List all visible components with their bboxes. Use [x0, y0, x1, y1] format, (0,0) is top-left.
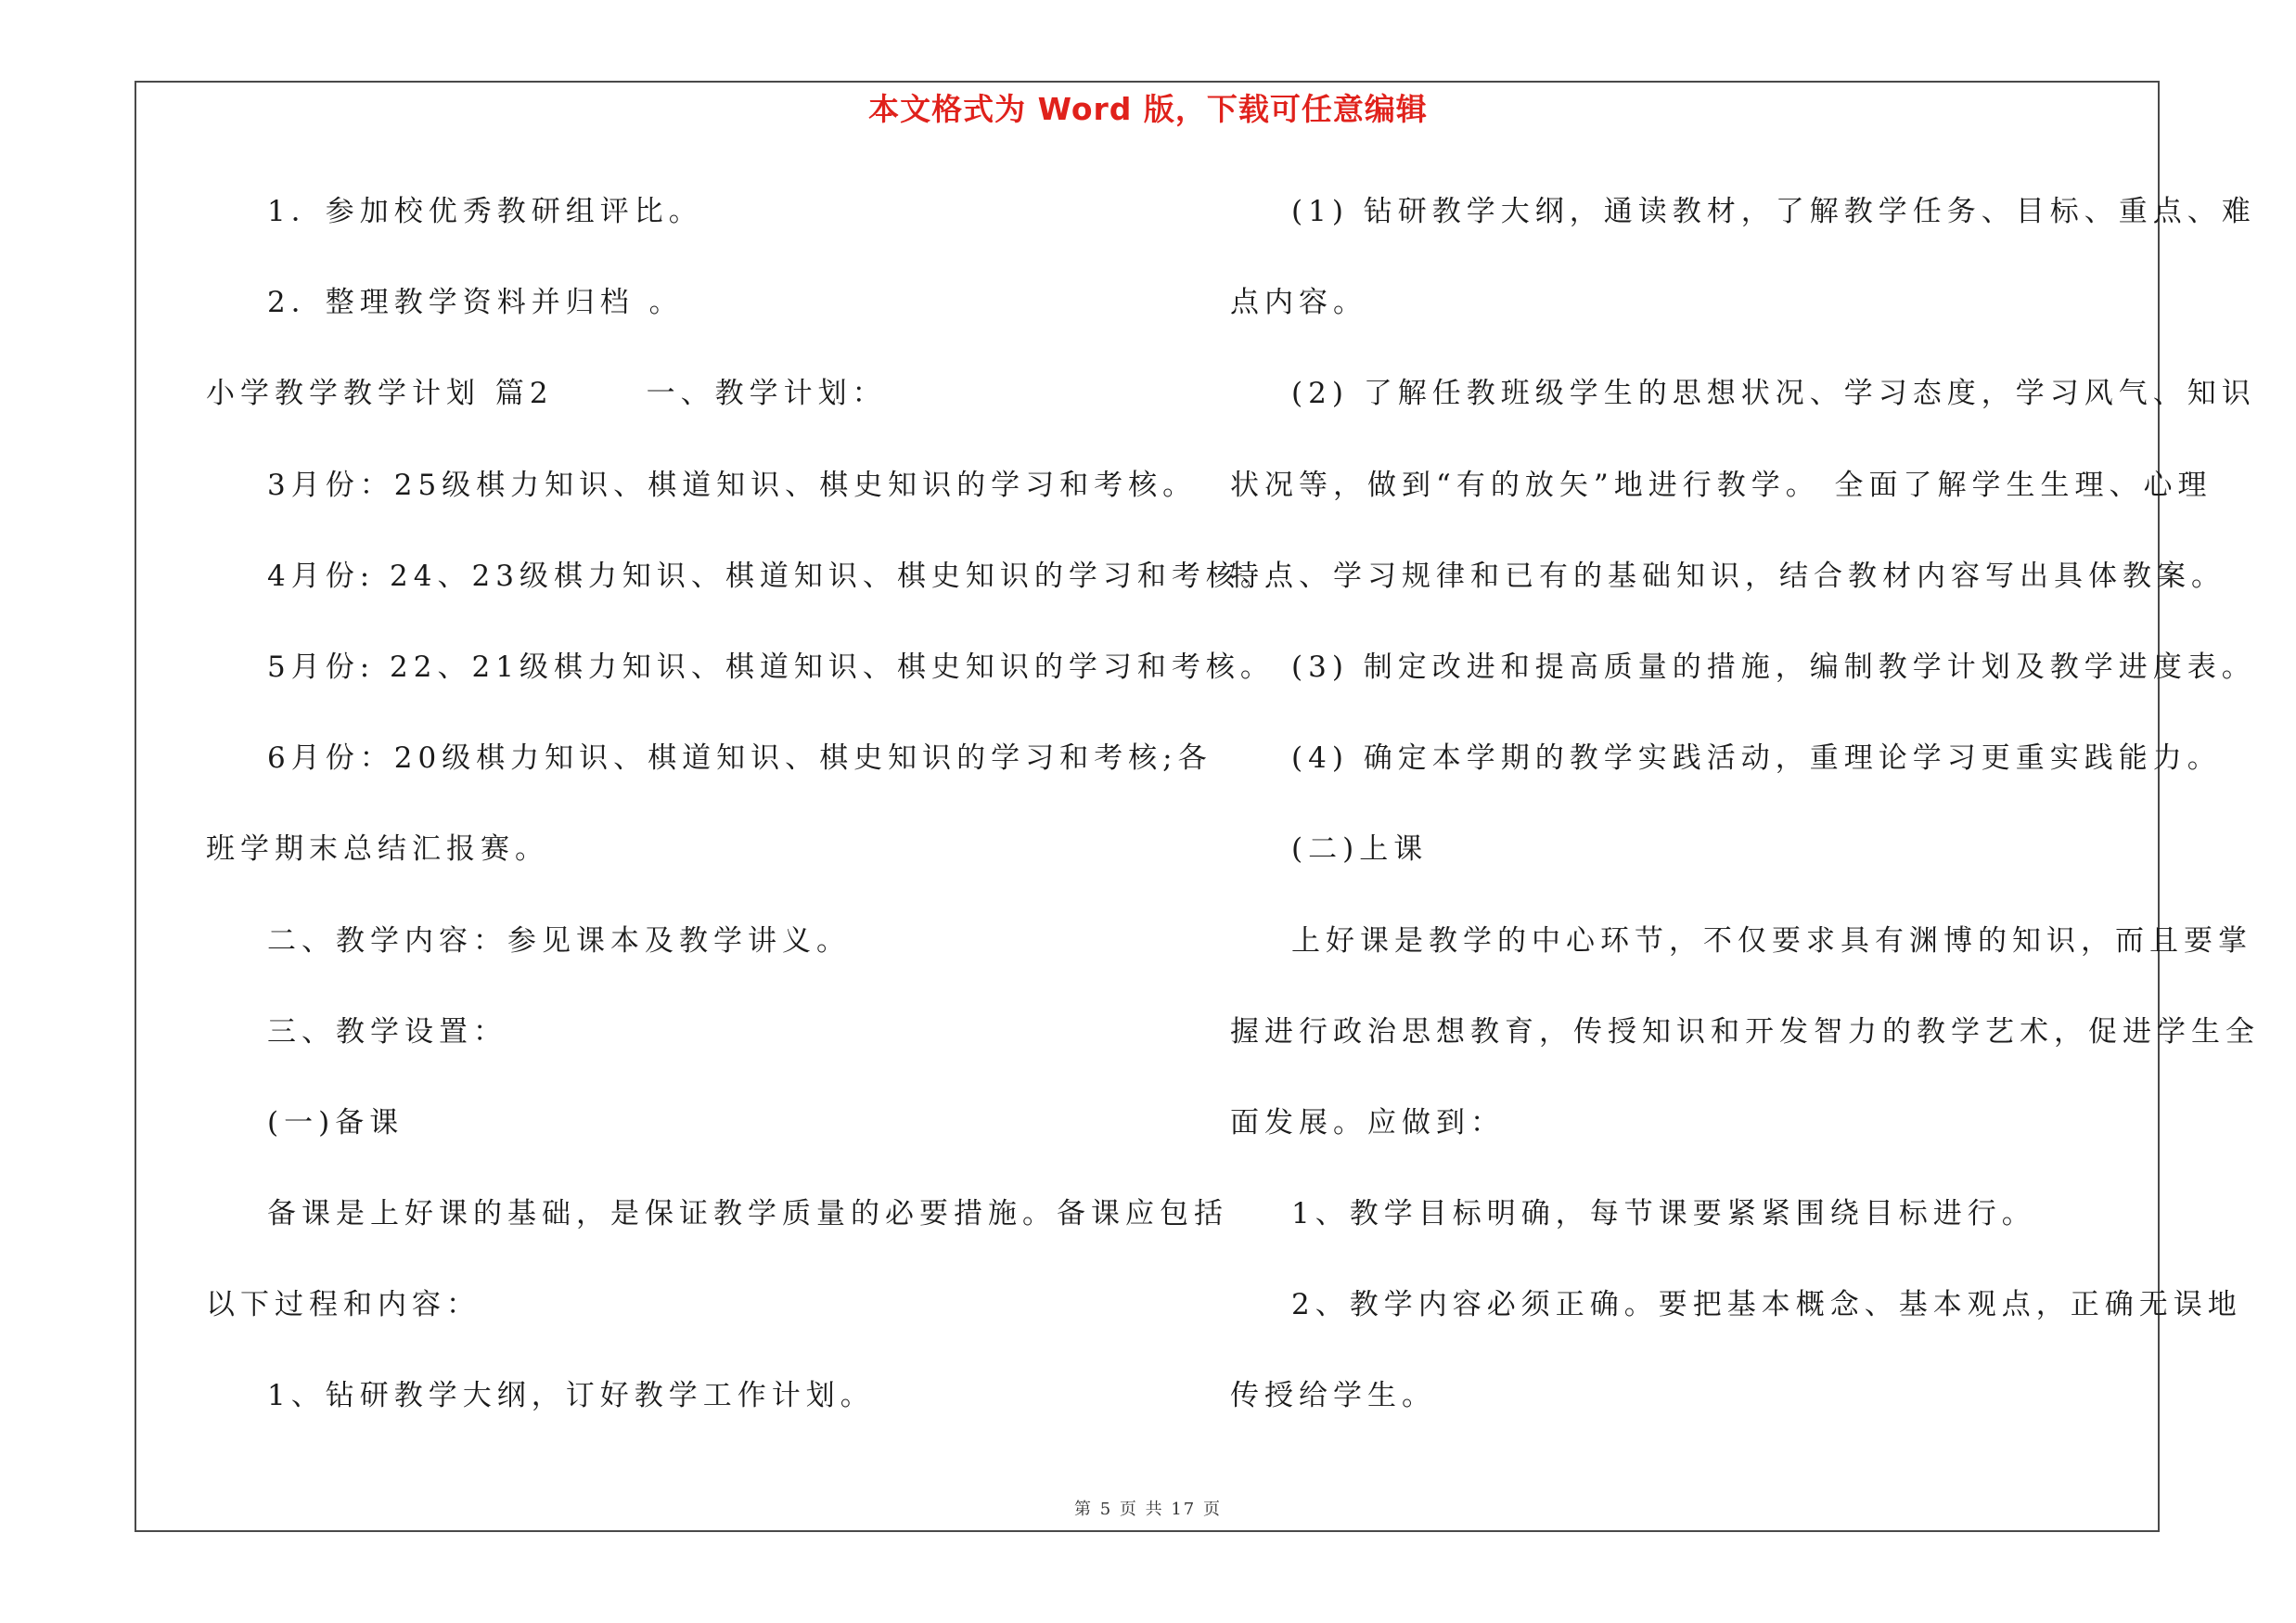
paragraph-line: 二、教学内容：参见课本及教学讲义。: [267, 923, 851, 958]
paragraph-line: 备课是上好课的基础，是保证教学质量的必要措施。备课应包括: [267, 1197, 1228, 1231]
paragraph-line: 3月份：25级棋力知识、棋道知识、棋史知识的学习和考核。: [267, 468, 1198, 502]
right-column: [1230, 184, 2260, 1460]
paragraph-line: 2、教学内容必须正确。要把基本概念、基本观点，正确无误地: [1291, 1288, 2242, 1322]
paragraph-line: 1、教学目标明确，每节课要紧紧围绕目标进行。: [1291, 1197, 2036, 1231]
paragraph-line: 2．整理教学资料并归档 。: [267, 286, 684, 320]
paragraph-line: 上好课是教学的中心环节，不仅要求具有渊博的知识，而且要掌: [1291, 923, 2252, 958]
section-subheading: 一、教学计划：: [646, 377, 887, 411]
paragraph-line: 握进行政治思想教育，传授知识和开发智力的教学艺术，促进学生全: [1230, 1014, 2260, 1049]
left-column: [206, 184, 1275, 1460]
paragraph-line: 5月份: 22、21级棋力知识、棋道知识、棋史知识的学习和考核。: [267, 650, 1275, 684]
paragraph-line: 三、教学设置：: [267, 1014, 507, 1049]
paragraph-line: 4月份: 24、23级棋力知识、棋道知识、棋史知识的学习和考核。: [267, 559, 1275, 593]
section-title: 小学教学教学计划 篇2: [206, 377, 554, 411]
paragraph-line: (一)备课: [267, 1105, 404, 1140]
paragraph-line: 班学期末总结汇报赛。: [206, 832, 549, 867]
page-footer: 第 5 页 共 17 页: [1074, 1500, 1222, 1519]
paragraph-line: 传授给学生。: [1230, 1379, 1436, 1413]
paragraph-line: (2) 了解任教班级学生的思想状况、学习态度，学习风气、知识: [1291, 377, 2256, 411]
header-banner: 本文格式为 Word 版，下载可任意编辑: [868, 91, 1428, 127]
paragraph-line: (1) 钻研教学大纲，通读教材，了解教学任务、目标、重点、难: [1291, 195, 2256, 228]
section-heading-line: [206, 366, 1134, 457]
paragraph-line: 面发展。应做到：: [1230, 1105, 1505, 1140]
paragraph-line: 特点、学习规律和已有的基础知识，结合教材内容写出具体教案。: [1230, 559, 2225, 593]
paragraph-line: 以下过程和内容：: [206, 1288, 481, 1322]
paragraph-line: (3) 制定改进和提高质量的措施，编制教学计划及教学进度表。: [1291, 650, 2256, 684]
paragraph-line: 点内容。: [1230, 286, 1367, 320]
paragraph-line: 6月份：20级棋力知识、棋道知识、棋史知识的学习和考核;各: [267, 741, 1212, 776]
paragraph-line: 1．参加校优秀教研组评比。: [267, 195, 703, 228]
paragraph-line: 状况等，做到“有的放矢”地进行教学。 全面了解学生生理、心理: [1230, 468, 2213, 502]
paragraph-line: 1、钻研教学大纲，订好教学工作计划。: [267, 1379, 875, 1413]
paragraph-line: (二)上课: [1291, 832, 1429, 867]
paragraph-line: (4) 确定本学期的教学实践活动，重理论学习更重实践能力。: [1291, 741, 2222, 776]
